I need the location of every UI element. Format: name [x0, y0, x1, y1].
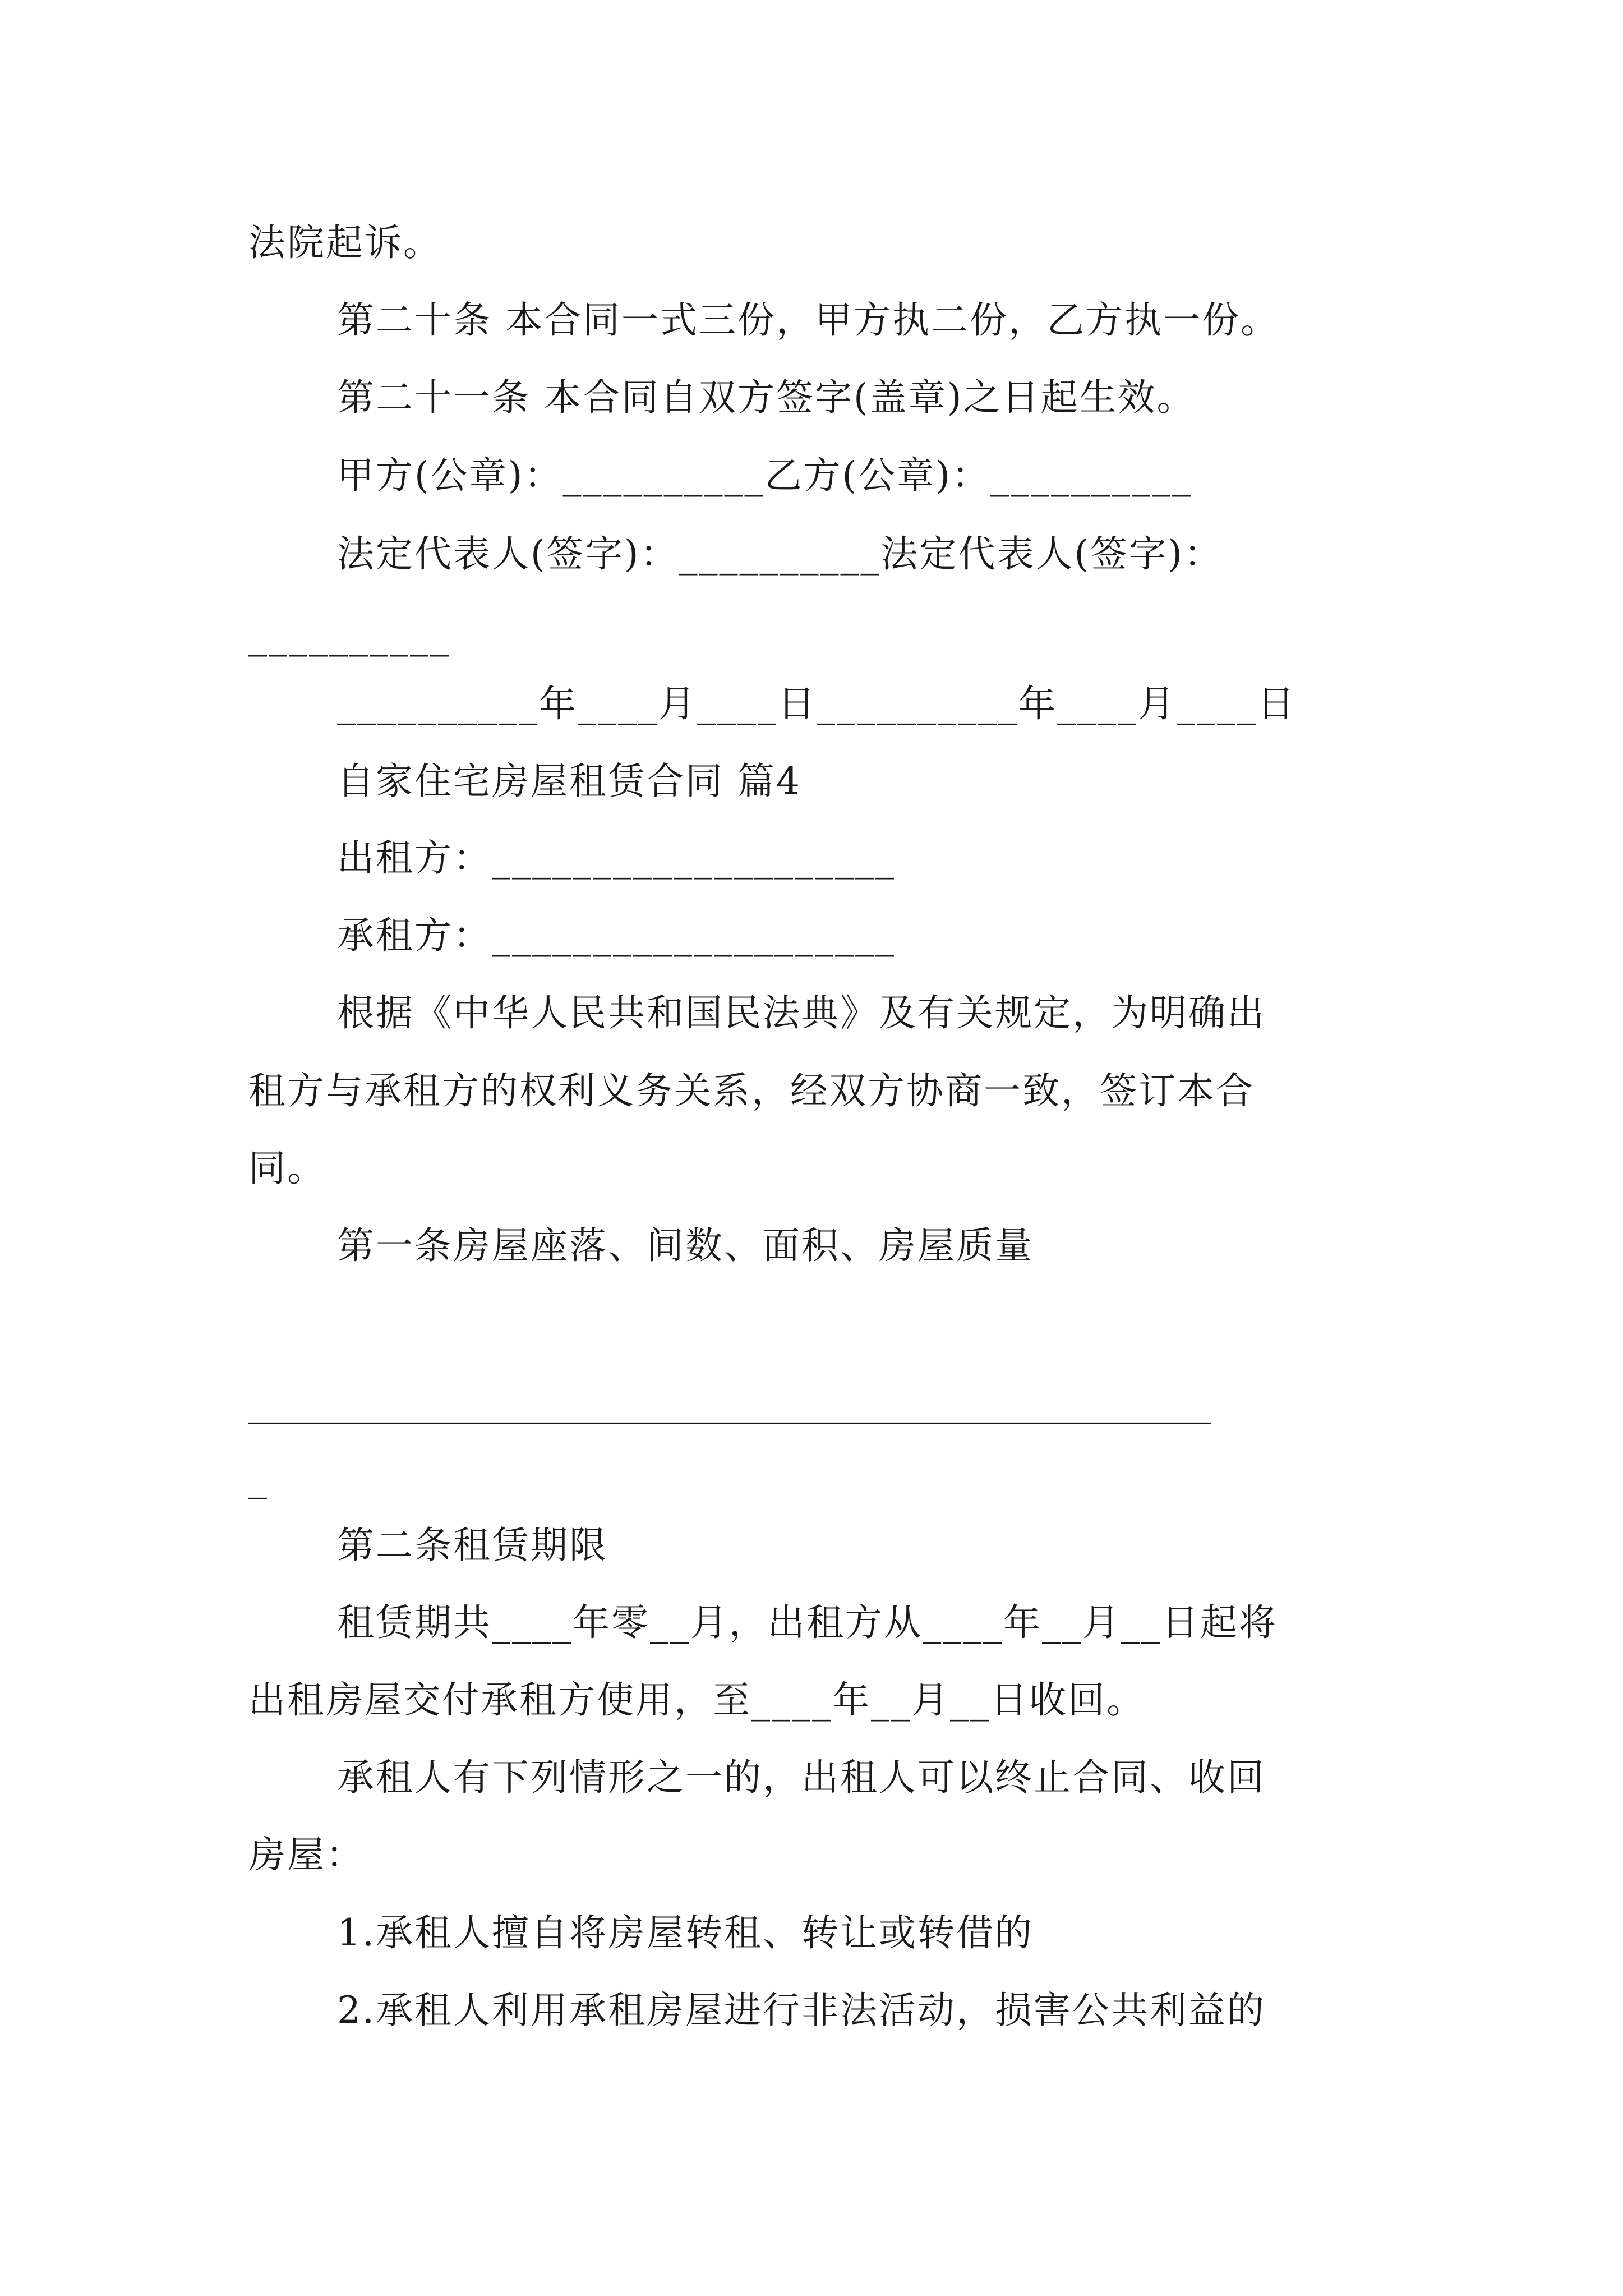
termination-line-1: 承租人有下列情形之一的，出租人可以终止合同、收回 [337, 1756, 1266, 1799]
article-2-heading: 第二条租赁期限 [337, 1524, 608, 1567]
preamble-line-3: 同。 [248, 1147, 326, 1190]
lease-term-line-2: 出租房屋交付承租方使用，至____年__月__日收回。 [248, 1678, 1145, 1722]
fill-blank-line: ____________________________________________________ [248, 1381, 1211, 1424]
article-20: 第二十条 本合同一式三份，甲方执二份，乙方执一份。 [337, 298, 1279, 342]
article-1-heading: 第一条房屋座落、间数、面积、房屋质量 [337, 1224, 1034, 1267]
text-line: 法院起诉。 [248, 221, 442, 264]
preamble-line-2: 租方与承租方的权利义务关系，经双方协商一致，签订本合 [248, 1069, 1255, 1112]
lessee-line: 承租方：____________________ [337, 914, 896, 957]
article-21: 第二十一条 本合同自双方签字(盖章)之日起生效。 [337, 376, 1196, 419]
preamble-line-1: 根据《中华人民共和国民法典》及有关规定，为明确出 [337, 991, 1266, 1034]
party-seal-line: 甲方(公章)：__________乙方(公章)：__________ [337, 454, 1192, 497]
fill-blank-tail: _ [248, 1456, 269, 1499]
section-title: 自家住宅房屋租赁合同 篇4 [337, 760, 801, 803]
termination-line-2: 房屋： [248, 1833, 365, 1876]
list-item: 2.承租人利用承租房屋进行非法活动，损害公共利益的 [337, 1989, 1266, 2032]
legal-rep-signature-line: 法定代表人(签字)：__________法定代表人(签字)： [337, 532, 1223, 576]
lessor-line: 出租方：____________________ [337, 836, 896, 880]
list-item: 1.承租人擅自将房屋转租、转让或转借的 [337, 1911, 1034, 1954]
signature-blank: __________ [248, 614, 450, 657]
lease-term-line-1: 租赁期共____年零__月，出租方从____年__月__日起将 [337, 1601, 1278, 1644]
date-line: __________年____月____日__________年____月____日 [337, 682, 1296, 725]
